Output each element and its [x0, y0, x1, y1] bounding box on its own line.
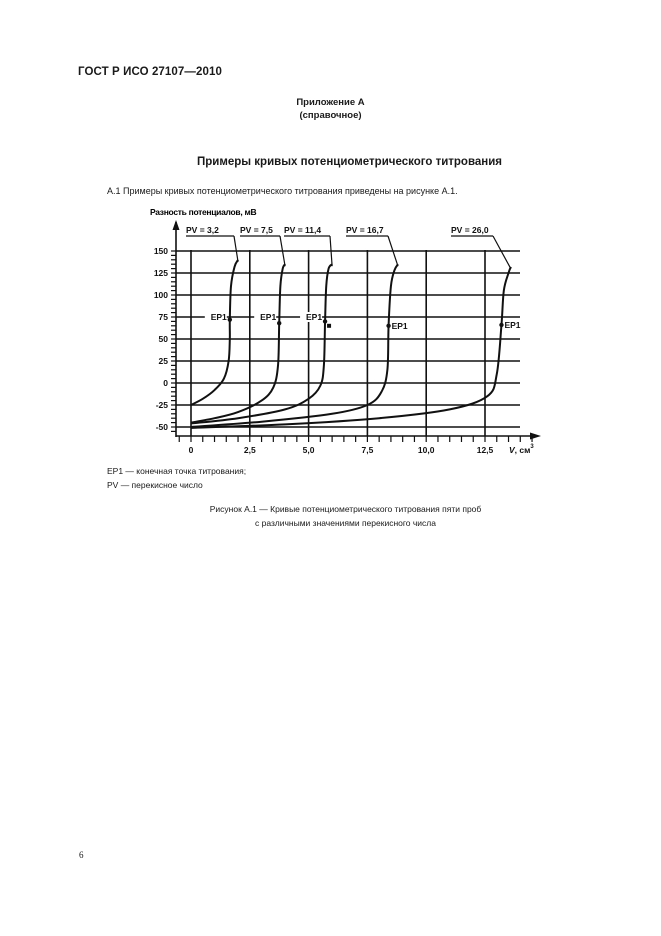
- figure-caption: [0, 503, 661, 530]
- endpoint-marker: [277, 321, 281, 325]
- appendix-title: Приложение А: [296, 97, 365, 108]
- svg-text:5,0: 5,0: [302, 445, 315, 455]
- titration-curve: [191, 267, 511, 428]
- x-axis-label: V, $см^3$: [509, 444, 534, 455]
- endpoint-marker: [228, 317, 232, 321]
- pv-label: PV = 16,7: [346, 225, 384, 235]
- ep1-label: EP1: [391, 320, 408, 331]
- x-minor-ticks: [179, 436, 532, 442]
- grid-lines: [176, 250, 520, 436]
- y-axis-label: Разность потенциалов, мВ: [150, 207, 257, 217]
- ep1-label: EP1: [504, 319, 521, 330]
- section-title: Примеры кривых потенциометрического титрования: [196, 156, 502, 168]
- pv-label: PV = 3,2: [186, 225, 219, 235]
- pv-label: PV = 11,4: [284, 225, 322, 235]
- svg-text:125: 125: [153, 268, 168, 278]
- svg-text:50: 50: [158, 334, 168, 344]
- appendix-subtitle: (справочное): [299, 110, 362, 121]
- pv-annotations: [186, 225, 521, 331]
- svg-text:7,5: 7,5: [361, 445, 374, 455]
- svg-text:12,5: 12,5: [476, 445, 494, 455]
- page-number: 6: [79, 850, 84, 860]
- caption-line-2: с различными значениями перекисного числа: [255, 517, 436, 528]
- svg-text:150: 150: [153, 246, 168, 256]
- svg-text:-50: -50: [155, 422, 168, 432]
- caption-line-1: Рисунок А.1 — Кривые потенциометрического титрования пяти проб: [209, 504, 482, 514]
- pv-label: PV = 26,0: [451, 225, 489, 235]
- x-axis: [176, 433, 541, 440]
- svg-text:0: 0: [163, 378, 168, 388]
- svg-text:100: 100: [153, 290, 168, 300]
- endpoint-marker: [499, 323, 503, 327]
- document-id: ГОСТ Р ИСО 27107—2010: [78, 66, 223, 78]
- ep1-label: EP1: [210, 312, 227, 322]
- legend-item-ep1: ЕР1 — конечная точка титрования;: [107, 466, 247, 476]
- square-marker: [327, 324, 331, 328]
- svg-text:10,0: 10,0: [417, 445, 435, 455]
- ep1-label: EP1: [305, 312, 323, 322]
- titration-curves: [191, 260, 511, 428]
- svg-text:2,5: 2,5: [243, 445, 256, 455]
- svg-text:75: 75: [158, 312, 168, 322]
- titration-curve: [191, 264, 285, 422]
- x-tick-labels: [189, 445, 494, 455]
- figure-legend: [107, 465, 246, 492]
- intro-paragraph: А.1 Примеры кривых потенциометрического титрования приведены на рисунке А.1.: [107, 186, 458, 196]
- y-tick-labels: [154, 246, 168, 432]
- svg-text:0: 0: [188, 445, 194, 455]
- endpoint-marker: [386, 324, 390, 328]
- svg-text:-25: -25: [155, 400, 168, 410]
- ep1-label: EP1: [260, 312, 277, 322]
- legend-item-pv: PV — перекисное число: [107, 479, 203, 490]
- svg-text:25: 25: [158, 356, 168, 366]
- endpoint-marker: [323, 319, 327, 323]
- pv-label: PV = 7,5: [240, 225, 273, 235]
